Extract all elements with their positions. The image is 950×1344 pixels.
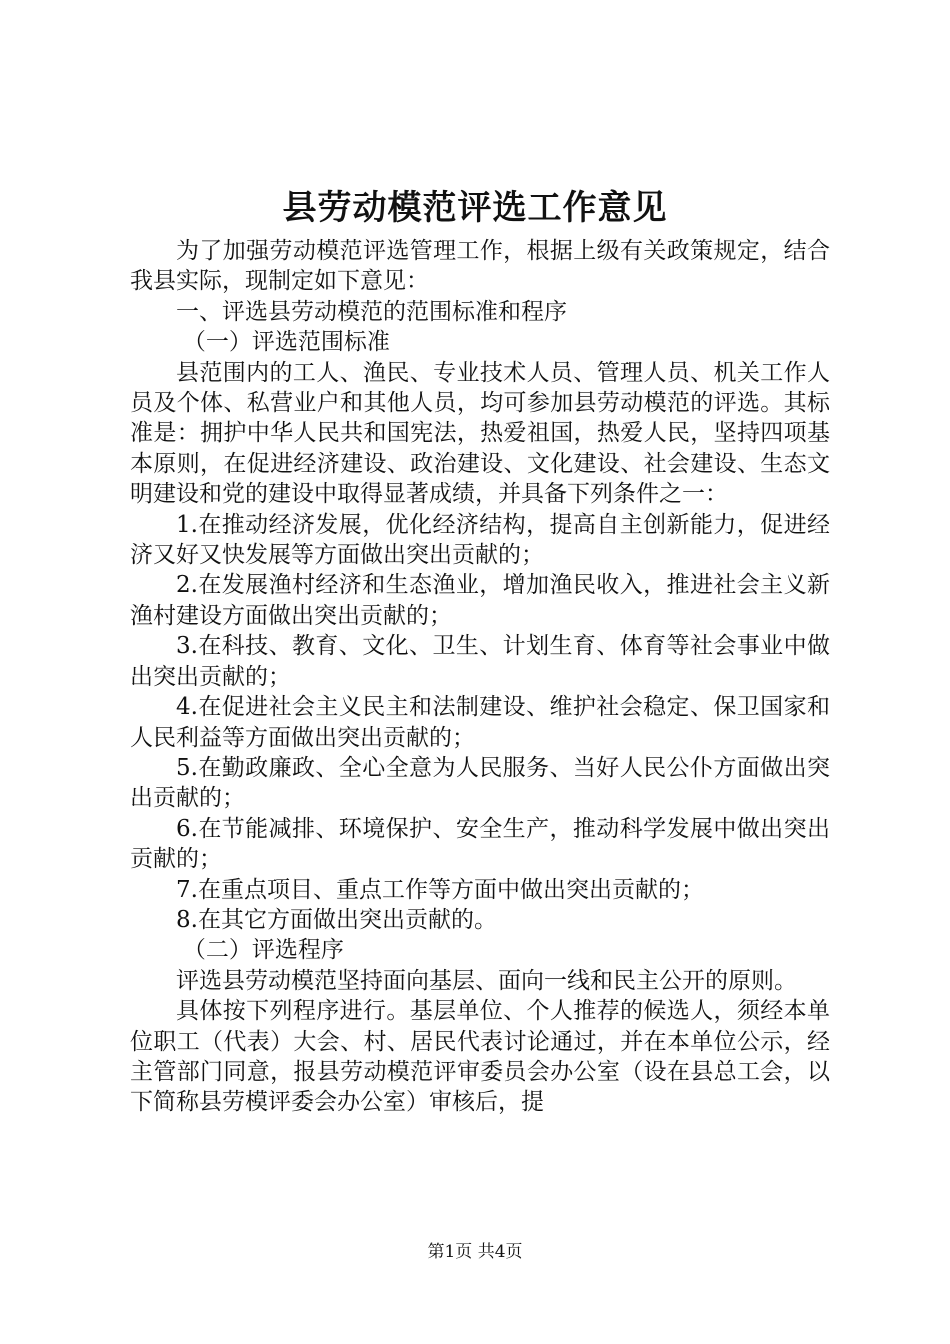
- subsection-heading: （二）评选程序: [182, 937, 344, 964]
- list-item: 4.在促进社会主义民主和法制建设、维护社会稳定、保卫国家和人民利益等方面做出突出贡献的；: [130, 694, 830, 751]
- paragraph: 评选县劳动模范坚持面向基层、面向一线和民主公开的原则。: [176, 967, 797, 994]
- list-item: 7.在重点项目、重点工作等方面中做出突出贡献的；: [176, 876, 704, 903]
- document-title: 县劳动模范评选工作意见: [282, 188, 668, 228]
- section-heading: 一、评选县劳动模范的范围标准和程序: [176, 298, 567, 325]
- list-item: 1.在推动经济发展，优化经济结构，提高自主创新能力，促进经济又好又快发展等方面做出突出贡献的；: [130, 511, 830, 569]
- list-item: 6.在节能减排、环境保护、安全生产，推动科学发展中做出突出贡献的；: [130, 815, 830, 873]
- document-body: [130, 236, 830, 1118]
- list-item: 3.在科技、教育、文化、卫生、计划生育、体育等社会事业中做出突出贡献的；: [130, 633, 830, 690]
- page-footer: 第1页 共4页: [427, 1242, 523, 1262]
- paragraph: 具体按下列程序进行。基层单位、个人推荐的候选人，须经本单位职工（代表）大会、村、居民代表讨论通过，并在本单位公示，经主管部门同意，报县劳动模范评审委员会办公室（设在县总工会，以下简称县劳模评委会办公室）审核后，提: [130, 998, 830, 1116]
- list-item: 5.在勤政廉政、全心全意为人民服务、当好人民公仆方面做出突出贡献的；: [130, 754, 830, 812]
- paragraph: 县范围内的工人、渔民、专业技术人员、管理人员、机关工作人员及个体、私营业户和其他人员，均可参加县劳动模范的评选。其标准是：拥护中华人民共和国宪法，热爱祖国，热爱人民，坚持四项基本原则，在促进经济建设、政治建设、文化建设、社会建设、生态文明建设和党的建设中取得显著成绩，并具备下列条件之一：: [130, 359, 830, 508]
- list-item: 8.在其它方面做出突出贡献的。: [176, 906, 497, 933]
- list-item: 2.在发展渔村经济和生态渔业，增加渔民收入，推进社会主义新渔村建设方面做出突出贡献的；: [130, 572, 830, 629]
- paragraph: 为了加强劳动模范评选管理工作，根据上级有关政策规定，结合我县实际，现制定如下意见：: [130, 238, 830, 295]
- subsection-heading: （一）评选范围标准: [182, 329, 390, 356]
